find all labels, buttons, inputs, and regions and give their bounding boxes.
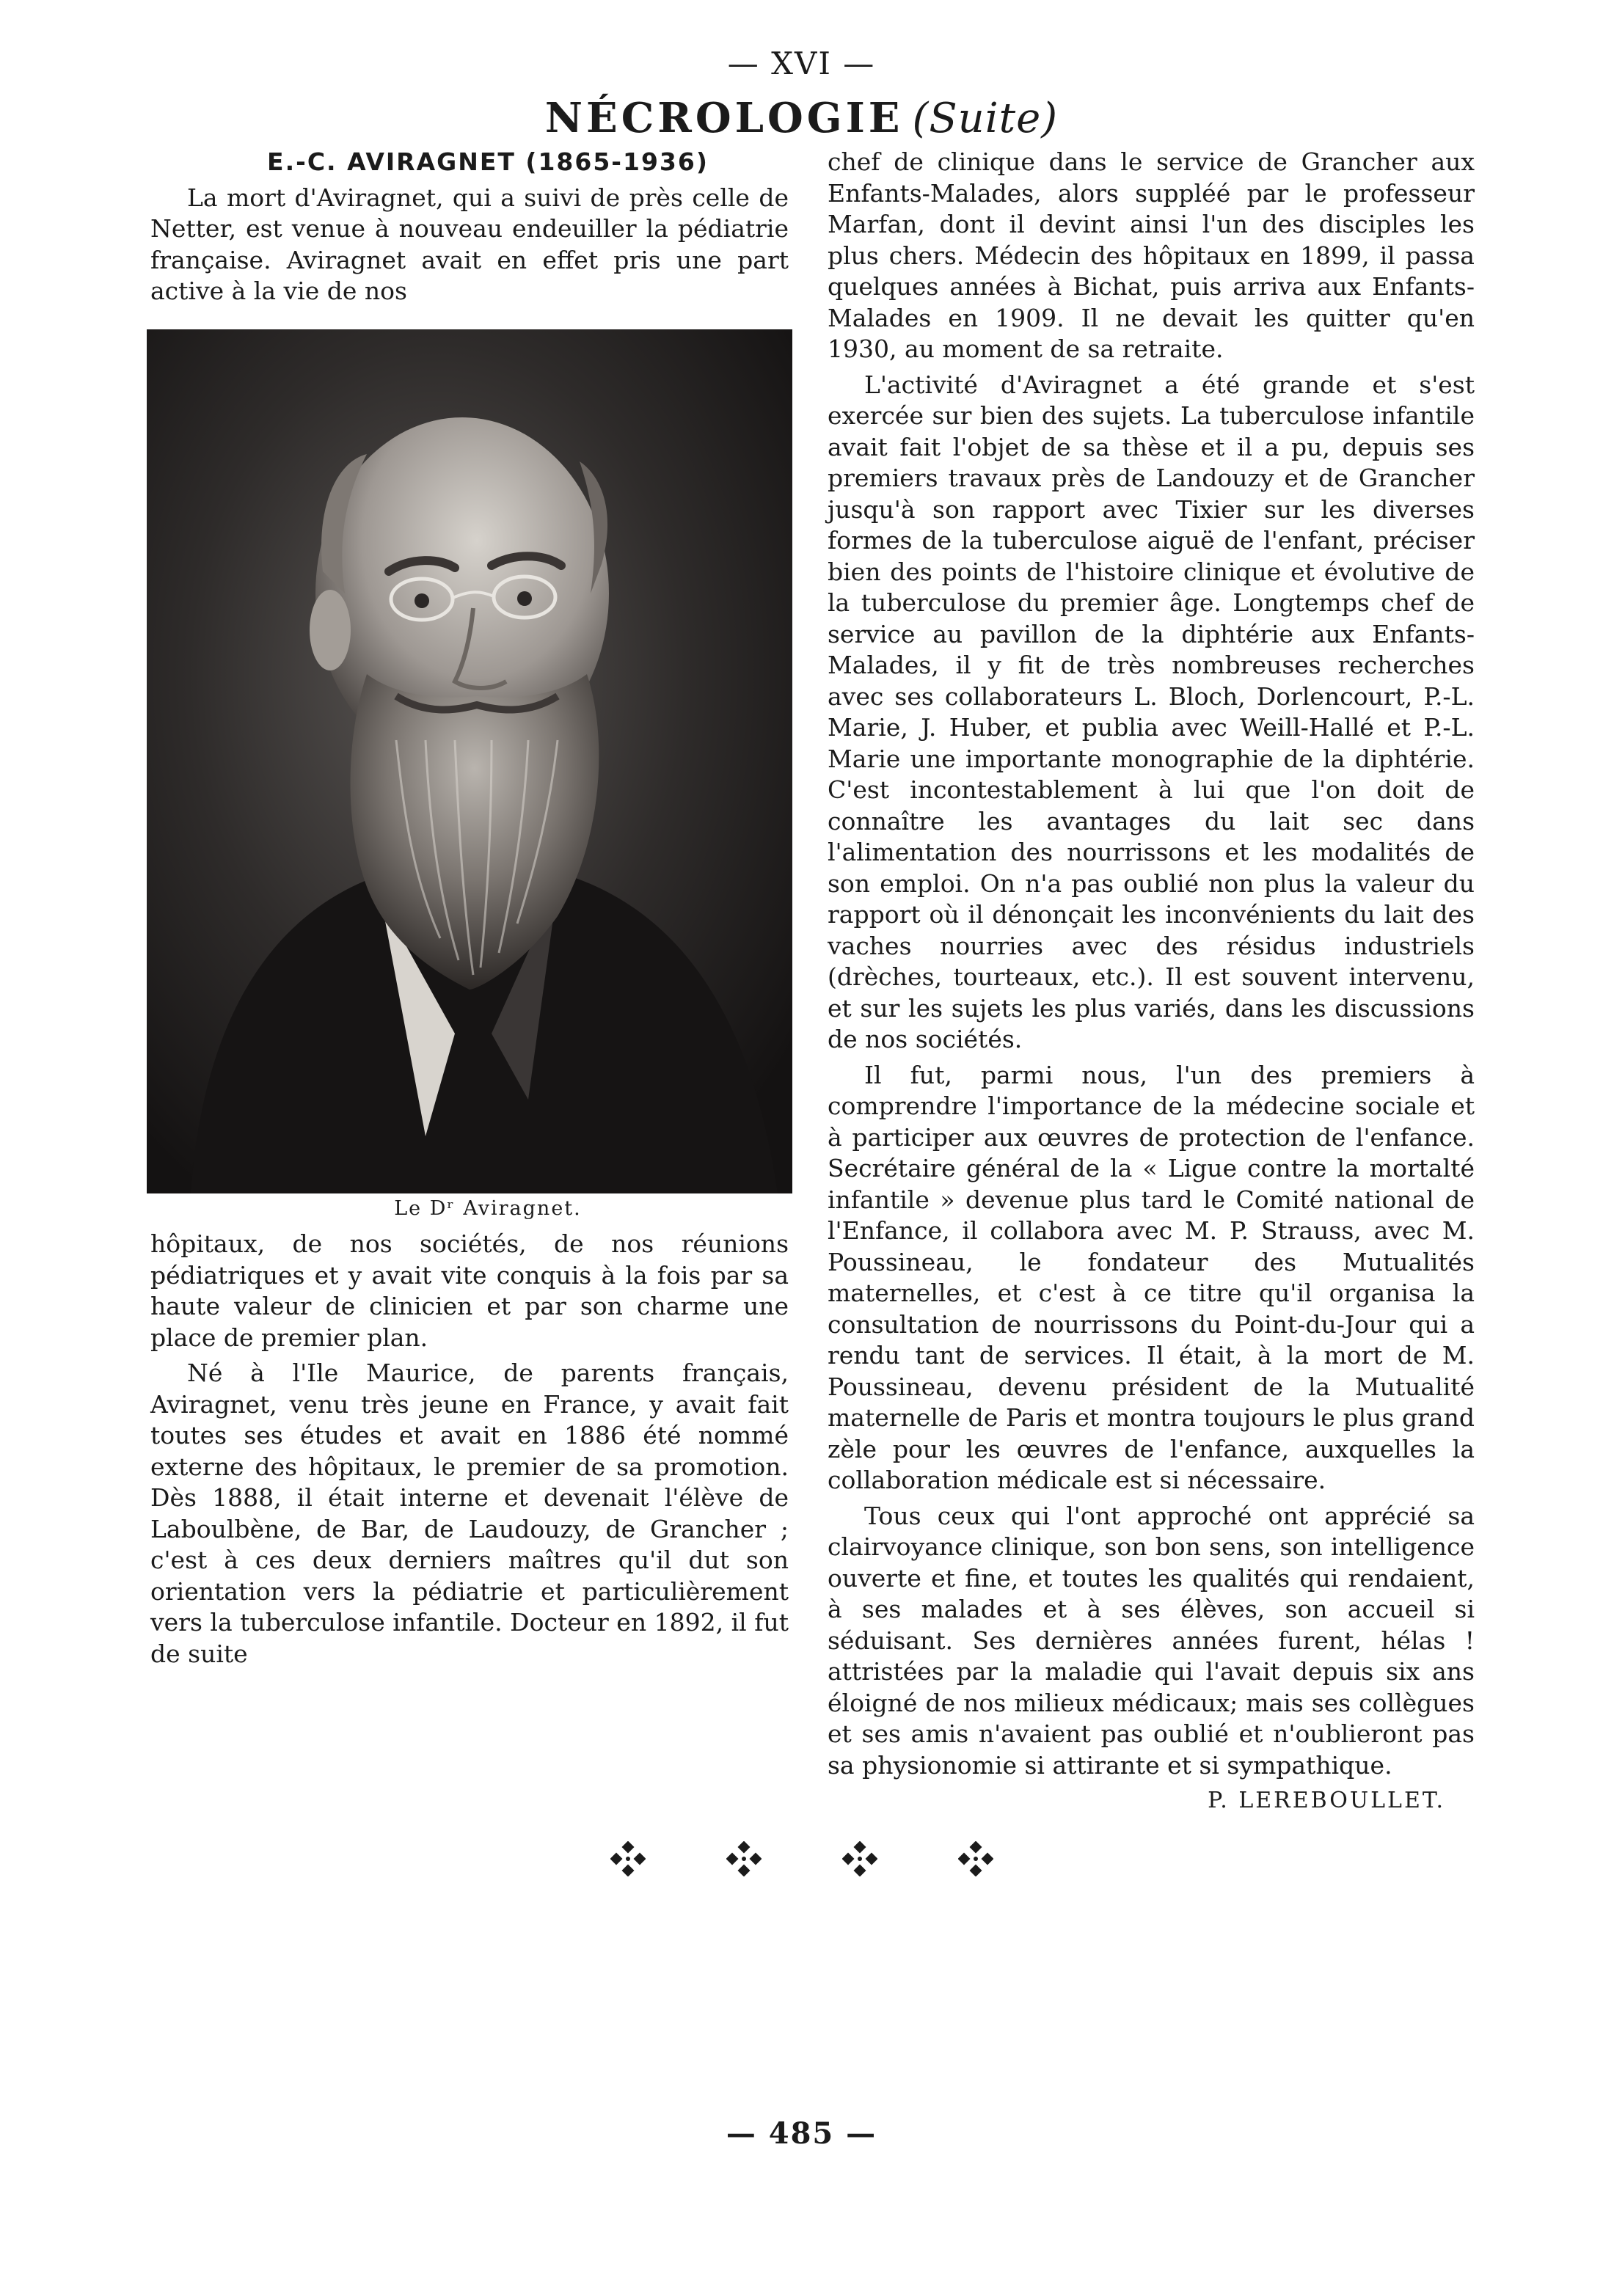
fleuron-icon: [958, 1841, 993, 1876]
section-title-text: NÉCROLOGIE: [544, 94, 904, 142]
portrait-illustration: [147, 329, 792, 1193]
photo-caption: Le Dʳ Aviragnet.: [394, 1196, 582, 1220]
page-number: — 485 —: [726, 2116, 877, 2151]
ornament-row: [0, 1841, 1603, 1876]
paragraph: chef de clinique dans le service de Grancher aux Enfants-Malades, alors suppléé par le professeur Marfan, dont il devint ainsi l'un des disciples les plus chers. Médecin des hôpitaux en 1899, il passa quelques années à Bichat, puis arriva aux Enfants-Malades en 1909. Il ne devait les quitter qu'en 1930, au moment de sa retraite.: [828, 147, 1475, 363]
left-column: [150, 147, 789, 1674]
section-title: [0, 94, 1603, 142]
ear: [310, 590, 351, 670]
article-heading: E.-C. AVIRAGNET (1865-1936): [267, 147, 709, 176]
eye-right: [517, 591, 532, 606]
paragraph: Tous ceux qui l'ont approché ont apprécié sa clairvoyance clinique, son bon sens, son intelligence ouverte et fine, et toutes les qualités qui rendaient, à ses malades et à ses élèves, son accueil si séduisant. Ses dernières années furent, hélas ! attristées par la maladie qui l'avait depuis six ans éloigné de nos milieux médicaux; mais ses collègues et ses amis n'avaient pas oublié et n'oublieront pas sa physionomie si attirante et si sympathique.: [828, 1501, 1475, 1780]
paragraph: Il fut, parmi nous, l'un des premiers à comprendre l'importance de la médecine sociale et à participer aux œuvres de protection de l'enfance. Secrétaire général de la « Ligue contre la mortalté infantile » devenue plus tard le Comité national de l'Enfance, il collabora avec M. P. Strauss, avec M. Poussineau, le fondateur des Mutualités maternelles, et c'est à ce titre qu'il organisa la consultation de nourrissons du Point-du-Jour qui a rendu tant de services. Il était, à la mort de M. Poussineau, devenu président de la Mutualité maternelle de Paris et montra toujours le plus grand zèle pour les œuvres de l'enfance, auxquelles la collaboration médicale est si nécessaire.: [828, 1060, 1475, 1494]
right-column: [828, 147, 1475, 1821]
page-roman-numeral: — XVI —: [727, 45, 876, 81]
eye-left: [415, 593, 429, 608]
paragraph: L'activité d'Aviragnet a été grande et s'est exercée sur bien des sujets. La tuberculose infantile avait fait l'objet de sa thèse et il a pu, depuis ses premiers travaux près de Landouzy et de Grancher jusqu'à son rapport avec Tixier sur les diverses formes de la tuberculose aiguë de l'enfant, préciser bien des points de l'histoire clinique et évolutive de la tuberculose du premier âge. Longtemps chef de service au pavillon de la diphtérie aux Enfants-Malades, il y fit de très nombreuses recherches avec ses collaborateurs L. Bloch, Dorlencourt, P.-L. Marie, J. Huber, et publia avec Weill-Hallé et P.-L. Marie une importante monographie de la diphtérie. C'est incontestablement à lui que l'on doit de connaître les avantages du lait sec dans l'alimentation des nourrissons et les modalités de son emploi. On n'a pas oublié non plus la valeur du rapport où il dénonçait les inconvénients du lait des vaches nourries avec des résidus industriels (drèches, tourteaux, etc.). Il est souvent intervenu, et sur les sujets les plus variés, dans les discussions de nos sociétés.: [828, 370, 1475, 1053]
fleuron-icon: [842, 1841, 877, 1876]
paragraph: La mort d'Aviragnet, qui a suivi de près celle de Netter, est venue à nouveau endeuiller la pédiatrie française. Aviragnet avait en effet pris une part active à la vie de nos: [150, 183, 789, 305]
fleuron-icon: [610, 1841, 646, 1876]
fleuron-icon: [726, 1841, 762, 1876]
paragraph: hôpitaux, de nos sociétés, de nos réunions pédiatriques et y avait vite conquis à la fois par sa haute valeur de clinicien et par son charme une place de premier plan.: [150, 1229, 789, 1352]
author-signature: P. LEREBOULLET.: [1208, 1788, 1445, 1813]
paragraph: Né à l'Ile Maurice, de parents français, Aviragnet, venu très jeune en France, y avait fait toutes ses études et avait en 1886 été nommé externe des hôpitaux, le premier de sa promotion. Dès 1888, il était interne et devenait l'élève de Laboulbène, de Bar, de Laudouzy, de Grancher ; c'est à ces deux derniers maîtres qu'il dut son orientation vers la pédiatrie et particulièrement vers la tuberculose infantile. Docteur en 1892, il fut de suite: [150, 1359, 789, 1668]
section-title-suffix: (Suite): [912, 95, 1059, 142]
portrait-photo: [147, 329, 792, 1193]
